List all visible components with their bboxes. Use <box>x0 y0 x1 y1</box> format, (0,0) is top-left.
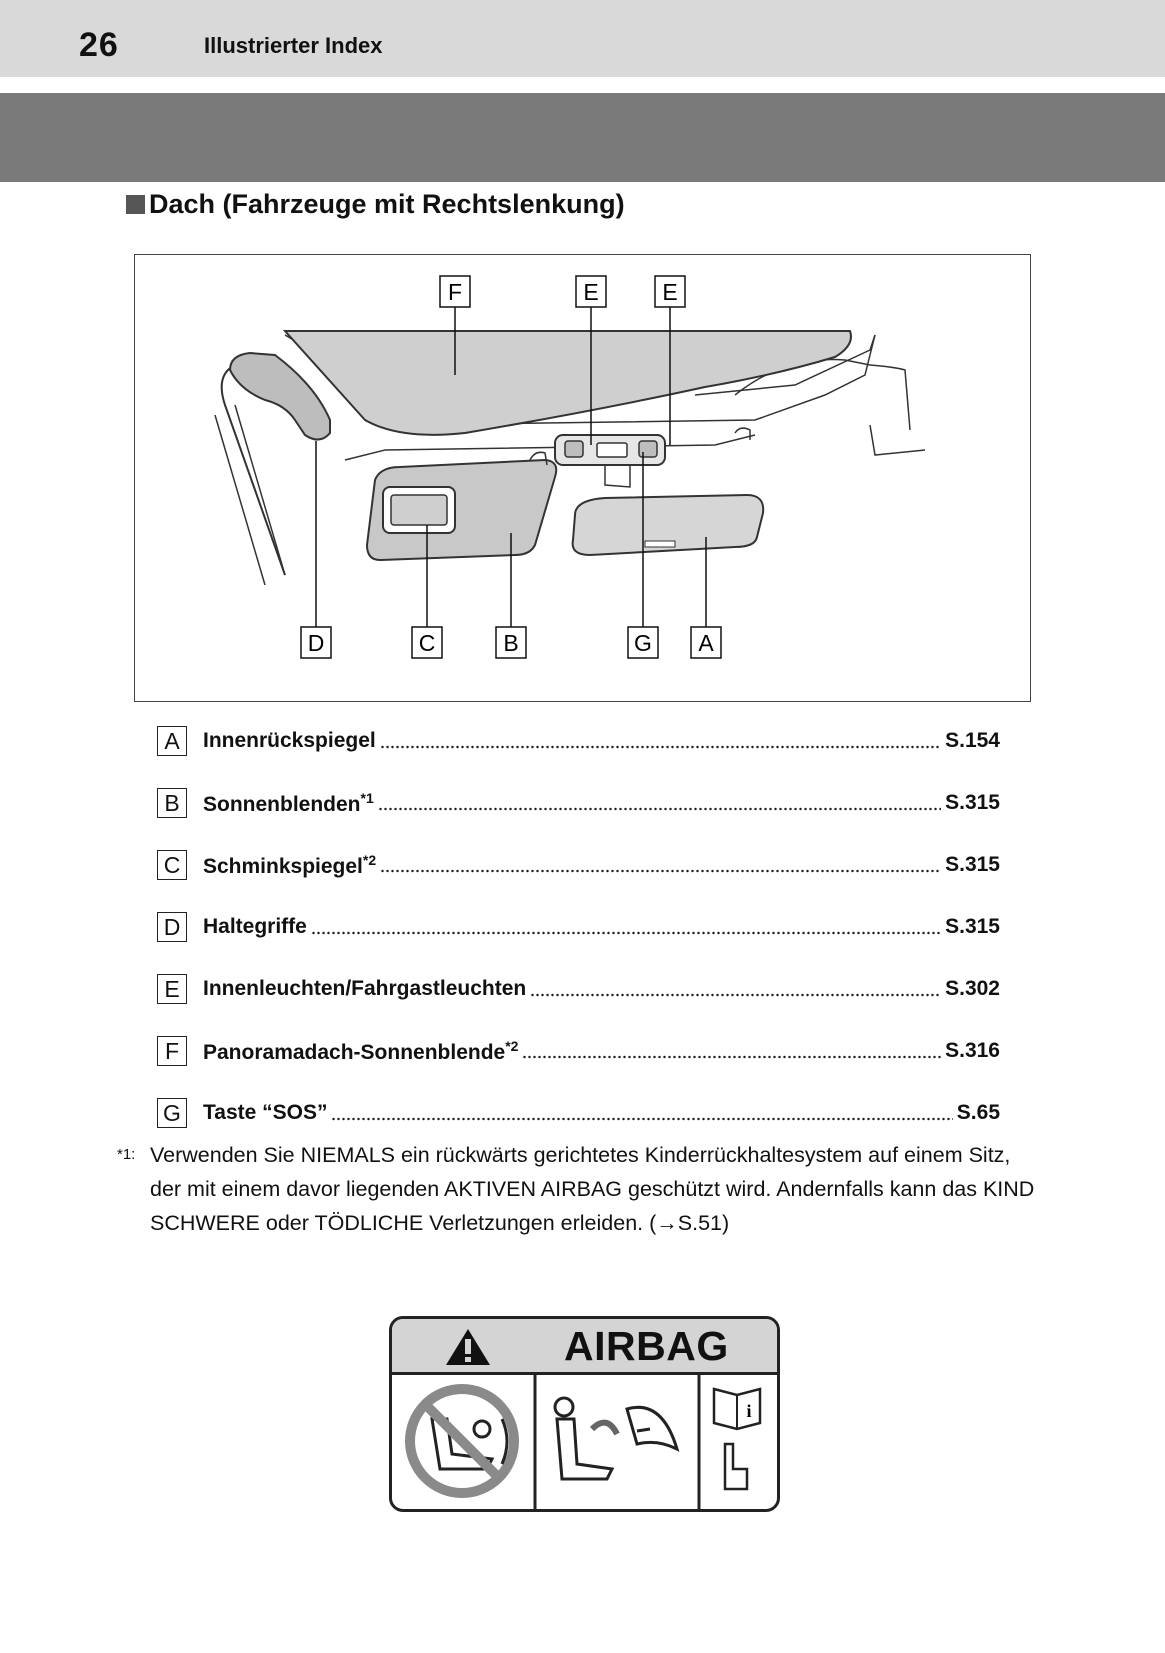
list-item <box>157 723 1000 759</box>
mirror-sensor <box>645 541 675 547</box>
sos-button <box>597 443 627 457</box>
footnote-text: Verwenden Sie NIEMALS ein rückwärts gerichtetes Kinderrückhaltesystem auf einem Sitz, der mit einem davor liegenden AKTIVEN AIRBAG geschützt wird. Andernfalls kann das KIND SCHWERE oder TÖDLICHE Verletzungen erleiden. (→S.51) <box>150 1143 1035 1235</box>
grab-handle <box>230 353 330 440</box>
dot-leader <box>378 807 941 811</box>
interior-light-left <box>565 441 583 457</box>
pillar-line-2 <box>235 405 285 575</box>
mirror-mount <box>605 465 630 487</box>
panorama-sunshade <box>285 331 851 435</box>
page-reference[interactable]: S.315 <box>945 853 1000 876</box>
item-label <box>203 790 374 817</box>
square-bullet-icon <box>126 195 145 214</box>
page-reference[interactable]: S.154 <box>945 729 1000 752</box>
item-label-text: Taste “SOS” <box>203 1101 328 1124</box>
list-item <box>157 785 1000 821</box>
roof-rear-line <box>870 425 925 455</box>
item-label <box>203 729 376 753</box>
item-label-text: Panoramadach-Sonnenblende <box>203 1040 506 1064</box>
callout-e2: E <box>662 279 678 305</box>
item-label-text: Innenleuchten/Fahrgastleuchten <box>203 977 527 1000</box>
item-label-text: Innenrückspiegel <box>203 729 376 752</box>
dot-leader <box>530 993 941 997</box>
section-heading <box>126 189 625 220</box>
item-label-text: Sonnenblenden <box>203 792 361 816</box>
callout-c: C <box>418 630 436 656</box>
page-reference[interactable]: S.315 <box>945 915 1000 938</box>
vanity-mirror-inner <box>391 495 447 525</box>
dot-leader <box>311 931 941 935</box>
list-item <box>157 909 1000 945</box>
list-item <box>157 1033 1000 1069</box>
item-label <box>203 1101 327 1125</box>
callout-f: F <box>447 279 463 305</box>
callout-d: D <box>307 630 325 656</box>
item-letter: G <box>157 1098 187 1128</box>
roof-illustration <box>134 254 1031 702</box>
section-title: Dach (Fahrzeuge mit Rechtslenkung) <box>149 189 625 219</box>
no-child-seat-icon <box>410 1389 514 1493</box>
page-header <box>0 0 1165 77</box>
callout-b: B <box>503 630 519 656</box>
headliner-edge <box>345 435 755 460</box>
info-i: i <box>746 1401 752 1421</box>
dot-leader <box>522 1055 941 1059</box>
item-label <box>203 977 526 1001</box>
item-label <box>203 915 307 939</box>
dot-leader <box>380 869 941 873</box>
page-reference[interactable]: S.315 <box>945 791 1000 814</box>
item-letter: E <box>157 974 187 1004</box>
item-letter: D <box>157 912 187 942</box>
item-label <box>203 1038 518 1065</box>
interior-light-right <box>639 441 657 457</box>
section-band <box>0 93 1165 182</box>
list-item <box>157 971 1000 1007</box>
page-reference[interactable]: S.302 <box>945 977 1000 1000</box>
item-label-text: Haltegriffe <box>203 915 307 938</box>
item-label <box>203 852 376 879</box>
footnote-marker: *1: <box>117 1146 136 1163</box>
footnote-ref: *2 <box>362 851 377 868</box>
page-reference[interactable]: S.65 <box>956 1101 1000 1124</box>
item-letter: F <box>157 1036 187 1066</box>
page-number: 26 <box>79 26 119 64</box>
dot-leader <box>331 1117 952 1121</box>
callout-a: A <box>698 630 714 656</box>
callout-g: G <box>634 630 652 656</box>
warning-exclamation-dot <box>465 1357 471 1362</box>
header-title: Illustrierter Index <box>204 33 383 58</box>
roof-drawing <box>135 255 1032 703</box>
item-letter: C <box>157 850 187 880</box>
item-letter: B <box>157 788 187 818</box>
page-reference[interactable]: S.316 <box>945 1039 1000 1062</box>
list-item <box>157 1095 1000 1131</box>
item-letter: A <box>157 726 187 756</box>
airbag-warning-label <box>389 1316 780 1512</box>
footnote-ref: *1 <box>360 789 374 806</box>
dot-leader <box>380 745 941 749</box>
owners-manual-icon <box>714 1389 760 1489</box>
list-item <box>157 847 1000 883</box>
airbag-word: AIRBAG <box>564 1323 729 1369</box>
footnote-ref: *2 <box>505 1037 519 1054</box>
callout-e1: E <box>583 279 599 305</box>
airbag-deployment-icon <box>555 1398 677 1479</box>
item-label-text: Schminkspiegel <box>203 854 363 878</box>
warning-exclamation-stroke <box>465 1339 471 1354</box>
